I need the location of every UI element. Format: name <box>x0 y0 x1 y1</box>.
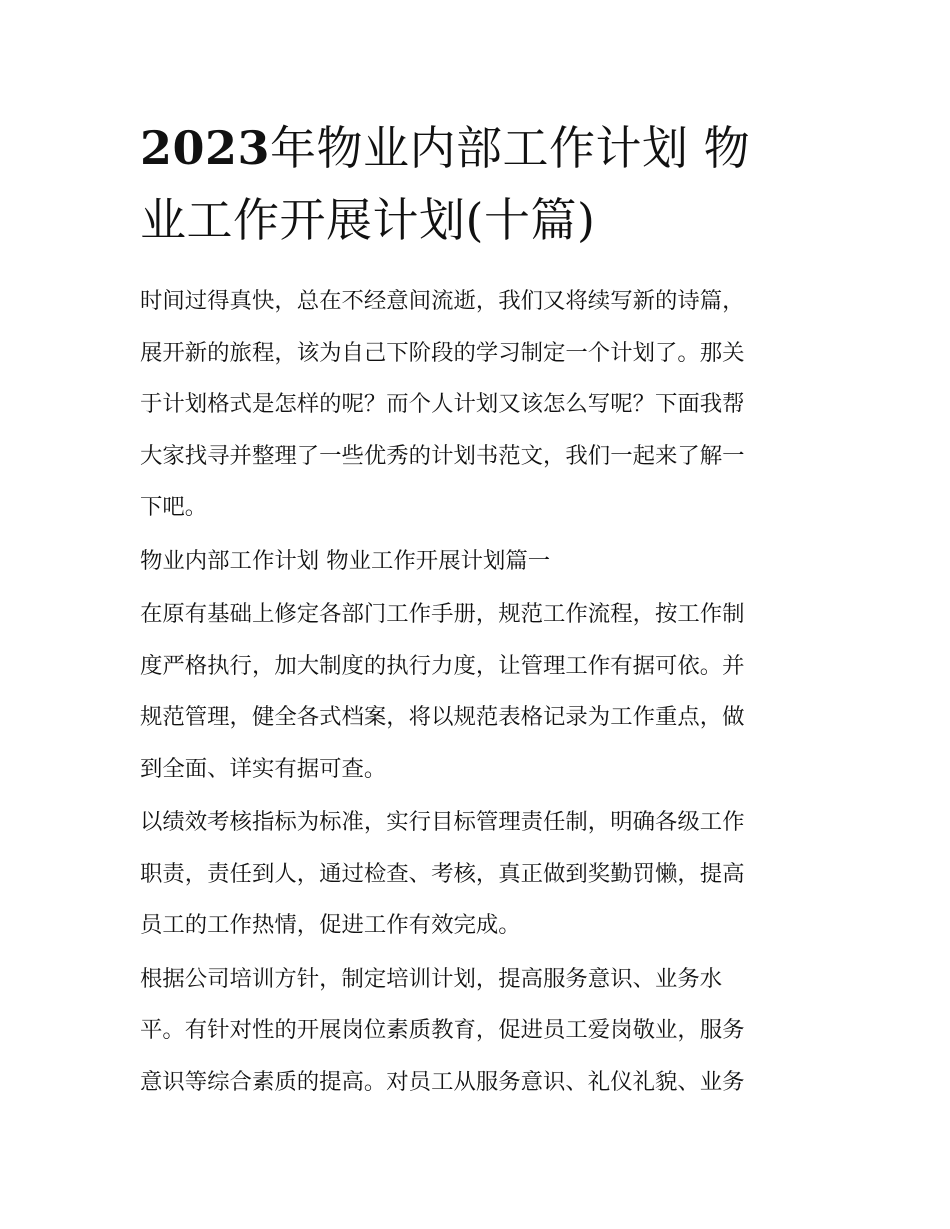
title-year: 2023 <box>140 121 271 175</box>
body-paragraph <box>140 954 812 1109</box>
text-line: 员工的工作热情，促进工作有效完成。 <box>140 912 521 938</box>
text-line: 规范管理，健全各式档案，将以规范表格记录为工作重点，做 <box>140 704 745 730</box>
title-line-1-text: 年物业内部工作计划 物 <box>270 121 751 175</box>
title-line-1 <box>140 112 820 184</box>
text-line: 以绩效考核指标为标准，实行目标管理责任制，明确各级工作 <box>140 809 745 835</box>
text-line: 物业内部工作计划 物业工作开展计划篇一 <box>140 547 551 574</box>
text-line: 意识等综合素质的提高。对员工从服务意识、礼仪礼貌、业务 <box>140 1068 745 1095</box>
text-line: 根据公司培训方针，制定培训计划，提高服务意识、业务水 <box>140 965 723 992</box>
text-line: 下吧。 <box>140 494 208 520</box>
text-line: 平。有针对性的开展岗位素质教育，促进员工爱岗敬业，服务 <box>140 1017 745 1043</box>
section-heading <box>140 536 812 588</box>
document-body <box>140 276 812 1110</box>
body-paragraph <box>140 589 812 795</box>
text-line: 职责，责任到人，通过检查、考核，真正做到奖勤罚懒，提高 <box>140 860 745 887</box>
title-line-2: 业工作开展计划(十篇) <box>140 193 596 247</box>
text-line: 于计划格式是怎样的呢？而个人计划又该怎么写呢？下面我帮 <box>140 391 745 417</box>
text-line: 度严格执行，加大制度的执行力度，让管理工作有据可依。并 <box>140 652 745 679</box>
text-line: 到全面、详实有据可查。 <box>140 755 387 782</box>
text-line: 展开新的旅程，该为自己下阶段的学习制定一个计划了。那关 <box>140 339 745 366</box>
intro-paragraph <box>140 276 812 534</box>
text-line: 大家找寻并整理了一些优秀的计划书范文，我们一起来了解一 <box>140 442 745 469</box>
document-title <box>140 112 820 256</box>
body-paragraph <box>140 797 812 952</box>
text-line: 在原有基础上修定各部门工作手册，规范工作流程，按工作制 <box>140 601 745 627</box>
text-line: 时间过得真快，总在不经意间流逝，我们又将续写新的诗篇， <box>140 288 745 314</box>
